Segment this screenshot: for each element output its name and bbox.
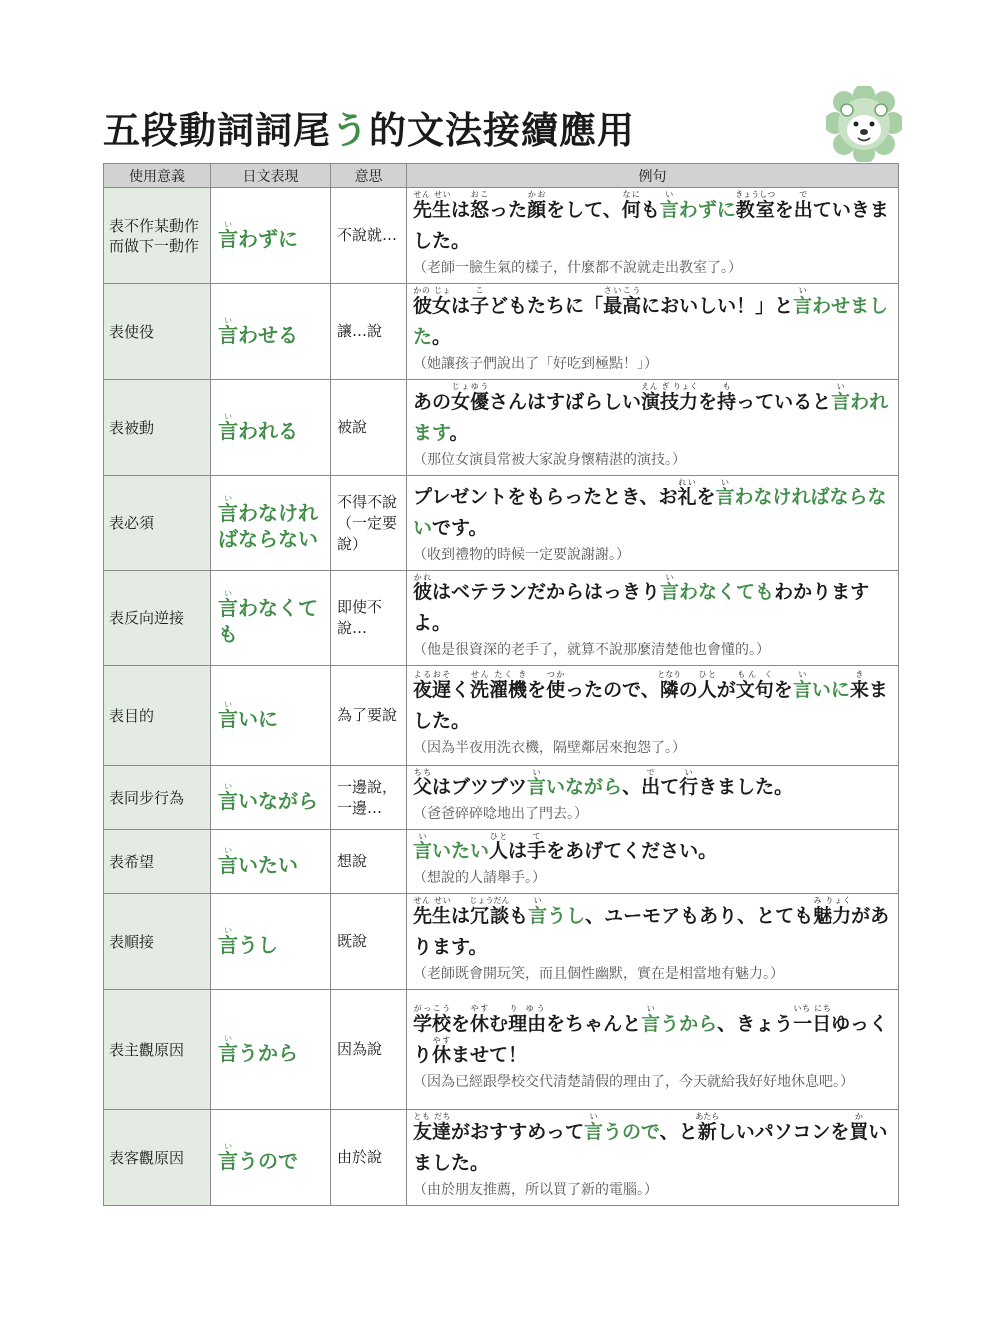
table-row [104, 894, 899, 990]
expression-cell: 言いわずに [211, 188, 331, 284]
example-translation: （因為半夜用洗衣機，隔壁鄰居來抱怨了。） [413, 740, 686, 756]
usage-cell: 表客觀原因 [104, 1110, 211, 1206]
meaning-cell: 既說 [331, 894, 407, 990]
expression-cell: 言いいながら [211, 766, 331, 830]
header-expression: 日文表現 [211, 164, 331, 188]
table-row [104, 476, 899, 571]
example-sentence: 言いいたい人ひとは手てをあげてください。 [413, 832, 718, 862]
example-cell [407, 284, 899, 380]
usage-cell: 表希望 [104, 830, 211, 894]
usage-cell: 表主觀原因 [104, 990, 211, 1110]
grammar-table [103, 163, 899, 1206]
expression-cell: 言いうので [211, 1110, 331, 1206]
example-translation: （爸爸碎碎唸地出了門去。） [413, 806, 588, 822]
table-row [104, 380, 899, 476]
example-sentence: 先生せん せいは怒おこった顔かおをして、何なにも言いわずに教室きょうしつを出でていきました。 [413, 190, 889, 252]
meaning-cell: 即使不 說… [331, 571, 407, 666]
lion-face-icon [826, 86, 902, 162]
usage-cell: 表同步行為 [104, 766, 211, 830]
meaning-cell: 讓…說 [331, 284, 407, 380]
example-cell [407, 830, 899, 894]
meaning-cell: 想說 [331, 830, 407, 894]
table-row [104, 990, 899, 1110]
expression-cell: 言いわなくても [211, 571, 331, 666]
table-row [104, 830, 899, 894]
example-cell [407, 188, 899, 284]
example-cell [407, 476, 899, 571]
example-translation: （收到禮物的時候一定要說謝謝。） [413, 547, 630, 563]
example-translation: （老師既會開玩笑，而且個性幽默，實在是相當地有魅力。） [413, 966, 784, 982]
header-meaning: 意思 [331, 164, 407, 188]
usage-cell: 表目的 [104, 666, 211, 766]
expression-cell: 言いわせる [211, 284, 331, 380]
example-cell [407, 990, 899, 1110]
example-translation: （她讓孩子們說出了「好吃到極點！」） [413, 356, 658, 372]
expression-cell: 言いいに [211, 666, 331, 766]
example-sentence: 学校がっこうを休やすむ理由り ゆうをちゃんと言いうから、きょう一日いち にちゆっくり休やすませて！ [413, 1004, 888, 1066]
example-sentence: 父ちちはブツブツ言いいながら、出でて行いきました。 [413, 768, 794, 798]
title-accent: う [331, 109, 369, 152]
meaning-cell: 由於說 [331, 1110, 407, 1206]
example-translation: （因為已經跟學校交代清楚請假的理由了，今天就給我好好地休息吧。） [413, 1074, 854, 1090]
example-sentence: 先生せん せいは冗談じょうだんも言いうし、ユーモアもあり、とても魅力み りょくがあります。 [413, 896, 890, 958]
meaning-cell: 一邊說， 一邊… [331, 766, 407, 830]
table-row [104, 284, 899, 380]
example-cell [407, 894, 899, 990]
page-title [103, 100, 635, 154]
expression-cell: 言いうから [211, 990, 331, 1110]
example-sentence: 彼女かの じょは子こどもたちに「最高さいこうにおいしい！」と言いわせました。 [413, 286, 889, 348]
example-translation: （老師一臉生氣的樣子，什麼都不說就走出教室了。） [413, 260, 742, 276]
example-cell [407, 571, 899, 666]
example-sentence: 夜よる遅おそく洗濯機せん たく きを使つかったので、隣となりの人ひとが文句もん くを言いいに来きました。 [413, 670, 888, 732]
usage-cell: 表使役 [104, 284, 211, 380]
table-row [104, 571, 899, 666]
usage-cell: 表不作某動作 而做下一動作 [104, 188, 211, 284]
table-row [104, 766, 899, 830]
title-part-2: 的文法接續應用 [369, 109, 635, 152]
usage-cell: 表反向逆接 [104, 571, 211, 666]
usage-cell: 表被動 [104, 380, 211, 476]
example-sentence: 彼かれはベテランだからはっきり言いわなくてもわかりますよ。 [413, 573, 870, 634]
meaning-cell: 不得不說 （一定要 說） [331, 476, 407, 571]
expression-cell: 言いいたい [211, 830, 331, 894]
example-sentence: 友達とも だちがおすすめって言いうので、と新あたらしいパソコンを買かいました。 [413, 1112, 888, 1174]
example-cell [407, 766, 899, 830]
expression-cell: 言いわなけれ ばならない [211, 476, 331, 571]
meaning-cell: 為了要說 [331, 666, 407, 766]
meaning-cell: 不說就… [331, 188, 407, 284]
example-translation: （他是很資深的老手了，就算不說那麼清楚他也會懂的。） [413, 642, 770, 658]
example-translation: （由於朋友推薦，所以買了新的電腦。） [413, 1182, 658, 1198]
example-translation: （那位女演員常被大家說身懷精湛的演技。） [413, 452, 686, 468]
usage-cell: 表必須 [104, 476, 211, 571]
example-cell [407, 1110, 899, 1206]
table-header-row [104, 164, 899, 188]
table-row [104, 666, 899, 766]
example-cell [407, 666, 899, 766]
meaning-cell: 因為說 [331, 990, 407, 1110]
header-example: 例句 [407, 164, 899, 188]
header-usage: 使用意義 [104, 164, 211, 188]
table-row [104, 188, 899, 284]
example-cell [407, 380, 899, 476]
meaning-cell: 被說 [331, 380, 407, 476]
example-translation: （想說的人請舉手。） [413, 870, 546, 886]
table-row [104, 1110, 899, 1206]
title-part-1: 五段動詞詞尾 [103, 109, 331, 152]
example-sentence: あの女優じょゆうさんはすばらしい演技力えん ぎ りょくを持もっていると言いわれます。 [413, 382, 889, 444]
usage-cell: 表順接 [104, 894, 211, 990]
example-sentence: プレゼントをもらったとき、お礼れいを言いわなければならないです。 [413, 478, 887, 539]
expression-cell: 言いうし [211, 894, 331, 990]
expression-cell: 言いわれる [211, 380, 331, 476]
